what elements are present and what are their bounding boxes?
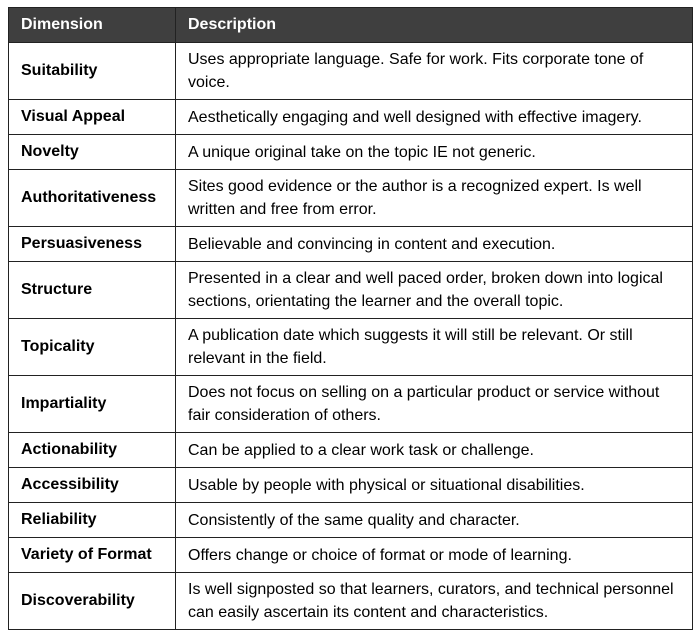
dimension-cell: Novelty xyxy=(9,135,176,170)
dimension-cell: Authoritativeness xyxy=(9,170,176,227)
header-dimension: Dimension xyxy=(9,8,176,43)
table-row xyxy=(9,468,693,503)
table-row xyxy=(9,262,693,319)
table-container xyxy=(8,7,693,630)
dimension-cell: Accessibility xyxy=(9,468,176,503)
description-cell: Believable and convincing in content and execution. xyxy=(176,227,693,262)
table-row xyxy=(9,573,693,630)
table-row xyxy=(9,319,693,376)
description-cell: Can be applied to a clear work task or challenge. xyxy=(176,433,693,468)
table-row xyxy=(9,433,693,468)
dimension-cell: Visual Appeal xyxy=(9,100,176,135)
description-cell: Uses appropriate language. Safe for work. Fits corporate tone of voice. xyxy=(176,43,693,100)
header-description: Description xyxy=(176,8,693,43)
description-cell: Aesthetically engaging and well designed with effective imagery. xyxy=(176,100,693,135)
table-row xyxy=(9,227,693,262)
description-cell: Usable by people with physical or situational disabilities. xyxy=(176,468,693,503)
description-cell: A publication date which suggests it will still be relevant. Or still relevant in the field. xyxy=(176,319,693,376)
dimension-cell: Actionability xyxy=(9,433,176,468)
dimension-cell: Persuasiveness xyxy=(9,227,176,262)
description-cell: Presented in a clear and well paced order, broken down into logical sections, orientating the learner and the overall topic. xyxy=(176,262,693,319)
dimension-cell: Impartiality xyxy=(9,376,176,433)
dimension-cell: Structure xyxy=(9,262,176,319)
description-cell: Consistently of the same quality and character. xyxy=(176,503,693,538)
table-row xyxy=(9,100,693,135)
dimension-table xyxy=(8,7,693,630)
dimension-cell: Variety of Format xyxy=(9,538,176,573)
table-row xyxy=(9,503,693,538)
table-row xyxy=(9,43,693,100)
description-cell: Does not focus on selling on a particular product or service without fair consideration of others. xyxy=(176,376,693,433)
table-row xyxy=(9,135,693,170)
dimension-cell: Reliability xyxy=(9,503,176,538)
description-cell: Is well signposted so that learners, curators, and technical personnel can easily ascertain its content and characteristics. xyxy=(176,573,693,630)
dimension-cell: Suitability xyxy=(9,43,176,100)
dimension-cell: Topicality xyxy=(9,319,176,376)
table-row xyxy=(9,376,693,433)
table-row xyxy=(9,538,693,573)
description-cell: A unique original take on the topic IE not generic. xyxy=(176,135,693,170)
dimension-cell: Discoverability xyxy=(9,573,176,630)
description-cell: Sites good evidence or the author is a recognized expert. Is well written and free from error. xyxy=(176,170,693,227)
description-cell: Offers change or choice of format or mode of learning. xyxy=(176,538,693,573)
table-row xyxy=(9,170,693,227)
header-row xyxy=(9,8,693,43)
